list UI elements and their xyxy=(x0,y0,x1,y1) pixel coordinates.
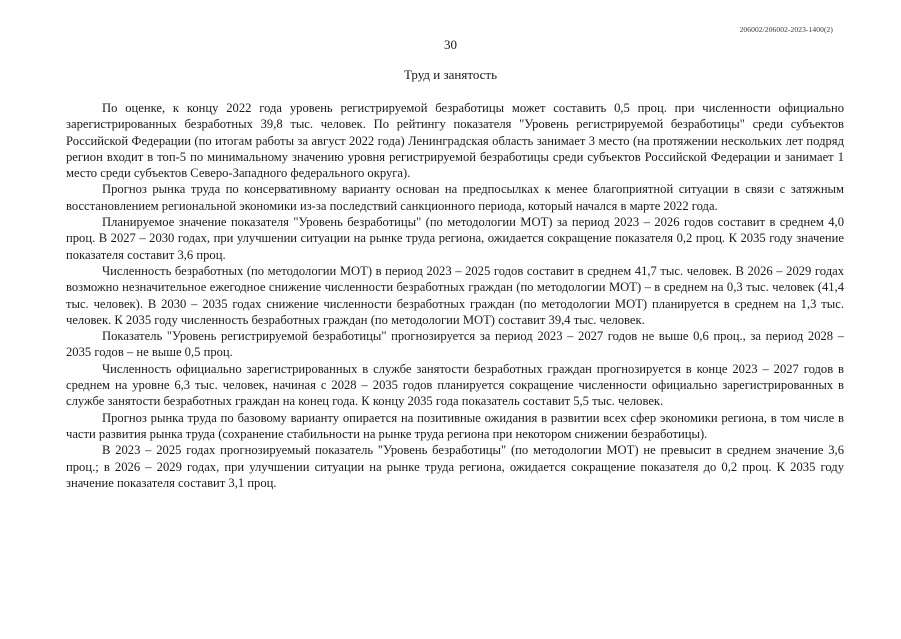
paragraph-conservative-forecast: Прогноз рынка труда по консервативному варианту основан на предпосылках к менее благоприятной ситуации в связи с затяжным восстановлением региональной экономики из-за последствий санкционного периода, который начался в марте 2022 года. xyxy=(66,182,844,213)
paragraph-registered-rate-forecast: Показатель "Уровень регистрируемой безработицы" прогнозируется за период 2023 – 2027 годов не выше 0,6 проц., за период 2028 – 2035 годов – не выше 0,5 проц. xyxy=(66,329,844,360)
paragraph-base-forecast: Прогноз рынка труда по базовому варианту опирается на позитивные ожидания в развитии всех сфер экономики региона, в том числе в части развития рынка труда (сохранение стабильности на рынке труда региона при некотором снижении безработицы). xyxy=(66,410,844,441)
paragraph-registered-count-forecast: Численность официально зарегистрированных в службе занятости безработных граждан прогнозируется в конце 2023 – 2027 годов в среднем на уровне 6,3 тыс. человек, начиная с 2028 – 2035 годов планируется сокращение численности официально зарегистрированных в службе занятости безработных граждан на конец года. К концу 2035 года показатель составит 5,5 тыс. человек. xyxy=(66,361,844,409)
paragraph-registered-unemployment-2022: По оценке, к концу 2022 года уровень регистрируемой безработицы может составить 0,5 проц. при численности официально зарегистрированных безработных 39,8 тыс. человек. По рейтингу показателя "Уровень регистрируемой безработицы" среди субъектов Российской Федерации (по итогам работы за август 2022 года) Ленинградская область занимает 3 место (на протяжении нескольких лет подряд регион входит в топ-5 по минимальному значению уровня регистрируемой безработицы среди субъектов Российской Федерации и занимает 1 место среди субъектов Северо-Западного федерального округа). xyxy=(66,101,844,181)
paragraph-ilo-unemployed-count: Численность безработных (по методологии МОТ) в период 2023 – 2025 годов составит в среднем 41,7 тыс. человек. В 2026 – 2029 годах возможно незначительное ежегодное снижение численности безработных граждан (по методологии МОТ) – в среднем на 0,3 тыс. человек (41,4 тыс. человек). В 2030 – 2035 годах снижение численности безработных граждан (по методологии МОТ) планируется в среднем на 1,3 тыс. человек. К 2035 году численность безработных граждан (по методологии МОТ) составит 39,4 тыс. человек. xyxy=(66,263,844,327)
section-title: Труд и занятость xyxy=(403,67,498,82)
document-id: 206002/206002-2023-1400(2) xyxy=(739,25,833,34)
page-number: 30 xyxy=(444,37,457,52)
paragraph-ilo-unemployment-rate: Планируемое значение показателя "Уровень безработицы" (по методологии МОТ) за период 2023 – 2026 годов составит в среднем 4,0 проц. В 2027 – 2030 годах, при улучшении ситуации на рынке труда региона, ожидается сокращение показателя 0,2 проц. К 2035 году значение показателя составит 3,6 проц. xyxy=(66,215,844,262)
body-text xyxy=(66,100,844,491)
paragraph-base-ilo-rate: В 2023 – 2025 годах прогнозируемый показатель "Уровень безработицы" (по методологии МОТ) не превысит в среднем значение 3,6 проц.; в 2026 – 2029 годах, при улучшении ситуации на рынке труда региона, ожидается сокращение показателя до 0,2 проц. К 2035 году значение показателя составит 3,1 проц. xyxy=(66,443,844,490)
